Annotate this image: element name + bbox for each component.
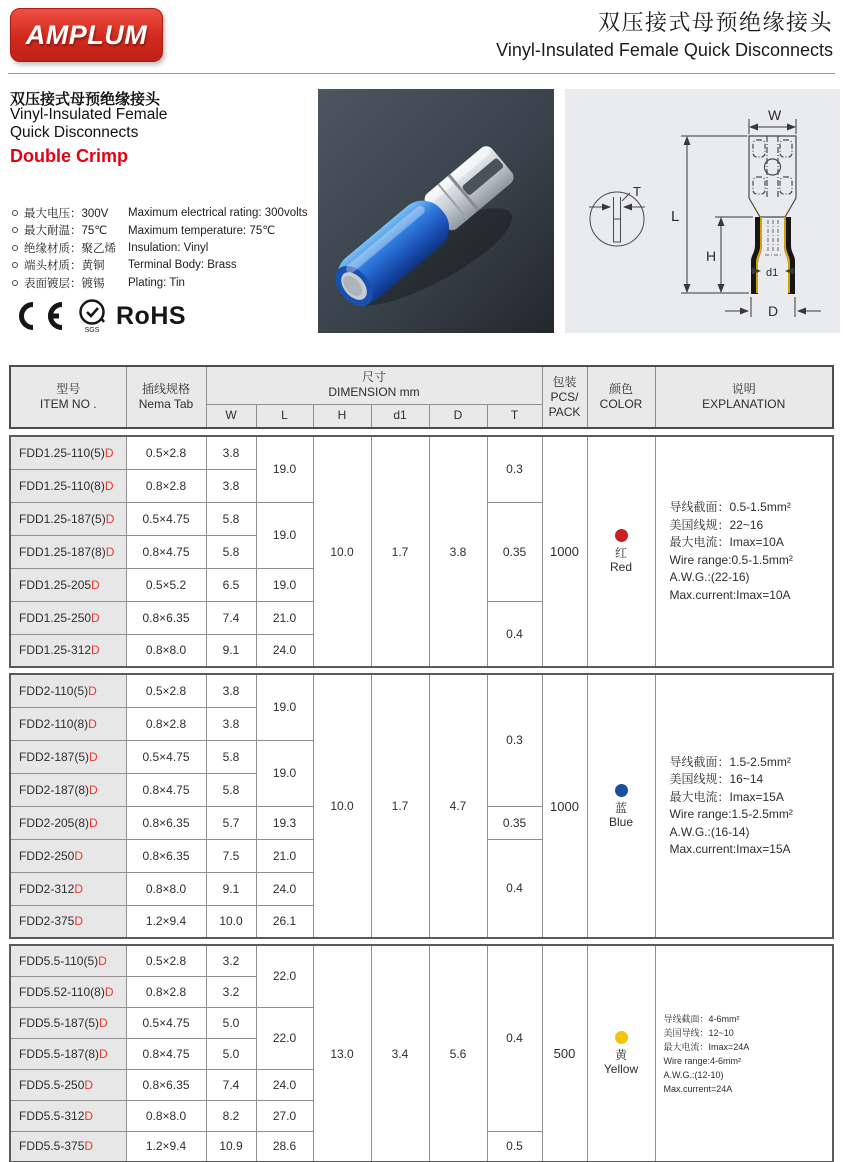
dim-w-cell: 3.8 — [206, 469, 256, 502]
nema-tab-cell: 1.2×9.4 — [126, 905, 206, 938]
feature-label: Double Crimp — [10, 146, 129, 166]
explanation-column: 导线截面：4-6mm² 美国导线：12~10 最大电流：Imax=24A — [663, 1013, 750, 1052]
dim-w-cell: 9.1 — [206, 872, 256, 905]
dim-w-cell: 7.5 — [206, 839, 256, 872]
item-no-cell: FDD1.25-312D — [10, 634, 126, 667]
dim-w-cell: 6.5 — [206, 568, 256, 601]
dim-t-cell: 0.5 — [487, 1131, 542, 1162]
bullet-icon — [12, 262, 18, 268]
nema-tab-cell: 0.8×6.35 — [126, 601, 206, 634]
col-header-dimension: 尺寸 DIMENSION mm — [206, 366, 542, 404]
spec-en: Insulation: Vinyl — [128, 241, 209, 254]
dim-w-cell: 5.8 — [206, 773, 256, 806]
col-header-color: 颜色 COLOR — [587, 366, 655, 428]
nema-tab-cell: 0.5×4.75 — [126, 740, 206, 773]
dim-label-d: D — [768, 303, 779, 319]
dim-w-cell: 10.9 — [206, 1131, 256, 1162]
product-name-en-line2: Quick Disconnects — [10, 124, 139, 141]
spec-list — [12, 204, 312, 292]
item-no-cell: FDD2-375D — [10, 905, 126, 938]
series-group-table — [9, 673, 834, 939]
nema-tab-cell: 0.5×2.8 — [126, 945, 206, 976]
dim-d-cell: 5.6 — [429, 945, 487, 1162]
color-dot-red — [615, 529, 628, 542]
nema-tab-cell: 0.8×6.35 — [126, 839, 206, 872]
dim-l-cell: 21.0 — [256, 601, 313, 634]
ce-mark-icon — [10, 300, 68, 332]
nema-tab-cell: 0.8×8.0 — [126, 634, 206, 667]
dim-w-cell: 8.2 — [206, 1100, 256, 1131]
item-no-cell: FDD2-187(5)D — [10, 740, 126, 773]
dim-l-cell: 19.0 — [256, 674, 313, 740]
dim-d1-cell: 1.7 — [371, 674, 429, 938]
brand-logo — [10, 8, 163, 62]
dim-l-cell: 24.0 — [256, 872, 313, 905]
item-no-cell: FDD1.25-205D — [10, 568, 126, 601]
dim-l-cell: 21.0 — [256, 839, 313, 872]
dim-l-cell: 26.1 — [256, 905, 313, 938]
spec-item — [12, 239, 312, 257]
dim-w-cell: 10.0 — [206, 905, 256, 938]
dim-w-cell: 3.8 — [206, 436, 256, 469]
dim-w-cell: 3.2 — [206, 976, 256, 1007]
nema-tab-cell: 1.2×9.4 — [126, 1131, 206, 1162]
dimension-diagram-svg — [565, 89, 840, 333]
dim-w-cell: 9.1 — [206, 634, 256, 667]
bullet-icon — [12, 245, 18, 251]
dim-t-cell: 0.4 — [487, 601, 542, 667]
col-header-dim-d1: d1 — [371, 404, 429, 428]
spec-en: Terminal Body: Brass — [128, 259, 237, 272]
dim-t-cell: 0.3 — [487, 674, 542, 806]
item-no-cell: FDD5.5-110(5)D — [10, 945, 126, 976]
color-dot-yellow — [615, 1031, 628, 1044]
nema-tab-cell: 0.8×4.75 — [126, 773, 206, 806]
dim-h-cell: 10.0 — [313, 436, 371, 667]
item-no-cell: FDD1.25-250D — [10, 601, 126, 634]
spec-item — [12, 274, 312, 292]
item-no-cell: FDD1.25-110(5)D — [10, 436, 126, 469]
nema-tab-cell: 0.8×2.8 — [126, 469, 206, 502]
table-row — [10, 945, 833, 976]
dim-label-w: W — [768, 107, 782, 123]
sgs-cert-icon — [77, 298, 107, 334]
pack-cell: 1000 — [542, 674, 587, 938]
pack-cell: 1000 — [542, 436, 587, 667]
pack-cell: 500 — [542, 945, 587, 1162]
dim-h-cell: 13.0 — [313, 945, 371, 1162]
spec-zh: 最大耐温：75℃ — [24, 225, 108, 238]
item-no-cell: FDD5.5-375D — [10, 1131, 126, 1162]
nema-tab-cell: 0.8×2.8 — [126, 707, 206, 740]
col-header-dim-d: D — [429, 404, 487, 428]
header-divider — [8, 73, 835, 74]
dim-label-t: T — [633, 184, 641, 199]
nema-tab-cell: 0.5×4.75 — [126, 502, 206, 535]
item-no-cell: FDD1.25-187(5)D — [10, 502, 126, 535]
dim-l-cell: 27.0 — [256, 1100, 313, 1131]
thickness-detail-circle — [589, 192, 645, 246]
dim-l-cell: 19.0 — [256, 502, 313, 568]
nema-tab-cell: 0.5×2.8 — [126, 436, 206, 469]
dim-w-cell: 5.7 — [206, 806, 256, 839]
page-title-en: Vinyl-Insulated Female Quick Disconnects — [496, 40, 833, 60]
col-header-dim-t: T — [487, 404, 542, 428]
spec-item — [12, 204, 312, 222]
col-header-dim-h: H — [313, 404, 371, 428]
item-no-cell: FDD5.52-110(8)D — [10, 976, 126, 1007]
item-no-cell: FDD2-187(8)D — [10, 773, 126, 806]
item-no-cell: FDD5.5-312D — [10, 1100, 126, 1131]
dim-w-cell: 5.8 — [206, 535, 256, 568]
dim-h-cell: 10.0 — [313, 674, 371, 938]
spec-item — [12, 257, 312, 275]
dim-d1-cell: 1.7 — [371, 436, 429, 667]
item-no-cell: FDD1.25-187(8)D — [10, 535, 126, 568]
table-row — [10, 674, 833, 707]
item-no-cell: FDD2-250D — [10, 839, 126, 872]
product-photo — [318, 89, 554, 333]
item-no-cell: FDD5.5-250D — [10, 1069, 126, 1100]
dim-w-cell: 5.8 — [206, 502, 256, 535]
explanation-cell — [655, 945, 833, 1162]
brand-logo-text: AMPLUM — [25, 19, 148, 50]
sgs-label: SGS — [84, 327, 100, 334]
dim-l-cell: 19.3 — [256, 806, 313, 839]
dim-label-l: L — [671, 208, 680, 225]
bullet-icon — [12, 210, 18, 216]
col-header-pack: 包装 PCS/ PACK — [542, 366, 587, 428]
nema-tab-cell: 0.5×2.8 — [126, 674, 206, 707]
nema-tab-cell: 0.8×4.75 — [126, 535, 206, 568]
color-cell: 黄 Yellow — [587, 945, 655, 1162]
item-no-cell: FDD2-312D — [10, 872, 126, 905]
dim-t-cell: 0.4 — [487, 945, 542, 1131]
nema-tab-cell: 0.8×6.35 — [126, 1069, 206, 1100]
item-no-cell: FDD2-110(8)D — [10, 707, 126, 740]
dim-w-cell: 3.8 — [206, 707, 256, 740]
spec-en: Maximum electrical rating: 300volts — [128, 206, 308, 219]
col-header-item: 型号 ITEM NO . — [10, 366, 126, 428]
col-header-explanation: 说明 EXPLANATION — [655, 366, 833, 428]
bullet-icon — [12, 227, 18, 233]
dim-d-cell: 4.7 — [429, 674, 487, 938]
terminal-outline — [749, 136, 796, 217]
dim-t-cell: 0.35 — [487, 502, 542, 601]
item-no-cell: FDD5.5-187(5)D — [10, 1007, 126, 1038]
product-name-zh: 双压接式母预绝缘接头 — [10, 91, 161, 108]
spec-zh: 绝缘材质：聚乙烯 — [24, 242, 116, 255]
col-header-dim-l: L — [256, 404, 313, 428]
explanation-cell: 导线截面：0.5-1.5mm² 美国线规：22~16 最大电流：Imax=10A Wire range:0.5-1.5mm² A.W.G.:(22-16) Max.current:Imax=10A — [655, 436, 833, 667]
dim-w-cell: 3.8 — [206, 674, 256, 707]
dim-t-cell: 0.4 — [487, 839, 542, 938]
col-header-nema: 插线规格 Nema Tab — [126, 366, 206, 428]
dim-l-cell: 22.0 — [256, 1007, 313, 1069]
dim-t-cell: 0.3 — [487, 436, 542, 502]
dim-l-cell: 22.0 — [256, 945, 313, 1007]
dim-w-cell: 3.2 — [206, 945, 256, 976]
item-no-cell: FDD2-205(8)D — [10, 806, 126, 839]
dim-label-d1: d1 — [766, 267, 779, 279]
certification-marks — [10, 296, 186, 336]
col-header-dim-w: W — [206, 404, 256, 428]
insulation-sleeve — [751, 217, 795, 294]
product-name-en-line1: Vinyl-Insulated Female — [10, 106, 168, 123]
nema-tab-cell: 0.5×4.75 — [126, 1007, 206, 1038]
spec-en: Plating: Tin — [128, 276, 185, 289]
dim-w-cell: 5.8 — [206, 740, 256, 773]
item-no-cell: FDD5.5-187(8)D — [10, 1038, 126, 1069]
page-title — [496, 6, 833, 61]
dim-w-cell: 5.0 — [206, 1038, 256, 1069]
spec-table-region — [9, 365, 835, 1162]
dim-l-cell: 24.0 — [256, 634, 313, 667]
rohs-label: RoHS — [116, 301, 187, 330]
nema-tab-cell: 0.8×4.75 — [126, 1038, 206, 1069]
nema-tab-cell: 0.5×5.2 — [126, 568, 206, 601]
series-group-table — [9, 944, 834, 1162]
dim-d-cell: 3.8 — [429, 436, 487, 667]
nema-tab-cell: 0.8×6.35 — [126, 806, 206, 839]
dimension-diagram — [565, 89, 840, 333]
dim-t-cell: 0.35 — [487, 806, 542, 839]
dim-l-cell: 24.0 — [256, 1069, 313, 1100]
spec-item — [12, 222, 312, 240]
page-title-zh: 双压接式母预绝缘接头 — [597, 10, 833, 35]
item-no-cell: FDD1.25-110(8)D — [10, 469, 126, 502]
series-group-table — [9, 435, 834, 668]
dim-l-cell: 19.0 — [256, 740, 313, 806]
dim-d1-cell: 3.4 — [371, 945, 429, 1162]
nema-tab-cell: 0.8×8.0 — [126, 1100, 206, 1131]
dim-l-cell: 28.6 — [256, 1131, 313, 1162]
dim-w-cell: 7.4 — [206, 1069, 256, 1100]
spec-en: Maximum temperature: 75℃ — [128, 225, 276, 238]
dim-l-cell: 19.0 — [256, 568, 313, 601]
product-photo-svg — [318, 89, 554, 333]
dim-w-cell: 5.0 — [206, 1007, 256, 1038]
color-cell: 红 Red — [587, 436, 655, 667]
table-header — [9, 365, 834, 429]
dim-l-cell: 19.0 — [256, 436, 313, 502]
spec-zh: 端头材质：黄铜 — [24, 260, 105, 273]
spec-zh: 表面镀层：镀锡 — [24, 277, 105, 290]
table-row — [10, 436, 833, 469]
dim-w-cell: 7.4 — [206, 601, 256, 634]
bullet-icon — [12, 280, 18, 286]
nema-tab-cell: 0.8×2.8 — [126, 976, 206, 1007]
dim-label-h: H — [706, 248, 717, 264]
color-dot-blue — [615, 784, 628, 797]
item-no-cell: FDD2-110(5)D — [10, 674, 126, 707]
explanation-cell: 导线截面：1.5-2.5mm² 美国线规：16~14 最大电流：Imax=15A Wire range:1.5-2.5mm² A.W.G.:(16-14) Max.current:Imax=15A — [655, 674, 833, 938]
nema-tab-cell: 0.8×8.0 — [126, 872, 206, 905]
color-cell: 蓝 Blue — [587, 674, 655, 938]
explanation-column: Wire range:4-6mm² A.W.G.:(12-10) Max.current=24A — [663, 1055, 742, 1094]
spec-zh: 最大电压：300V — [24, 207, 109, 220]
